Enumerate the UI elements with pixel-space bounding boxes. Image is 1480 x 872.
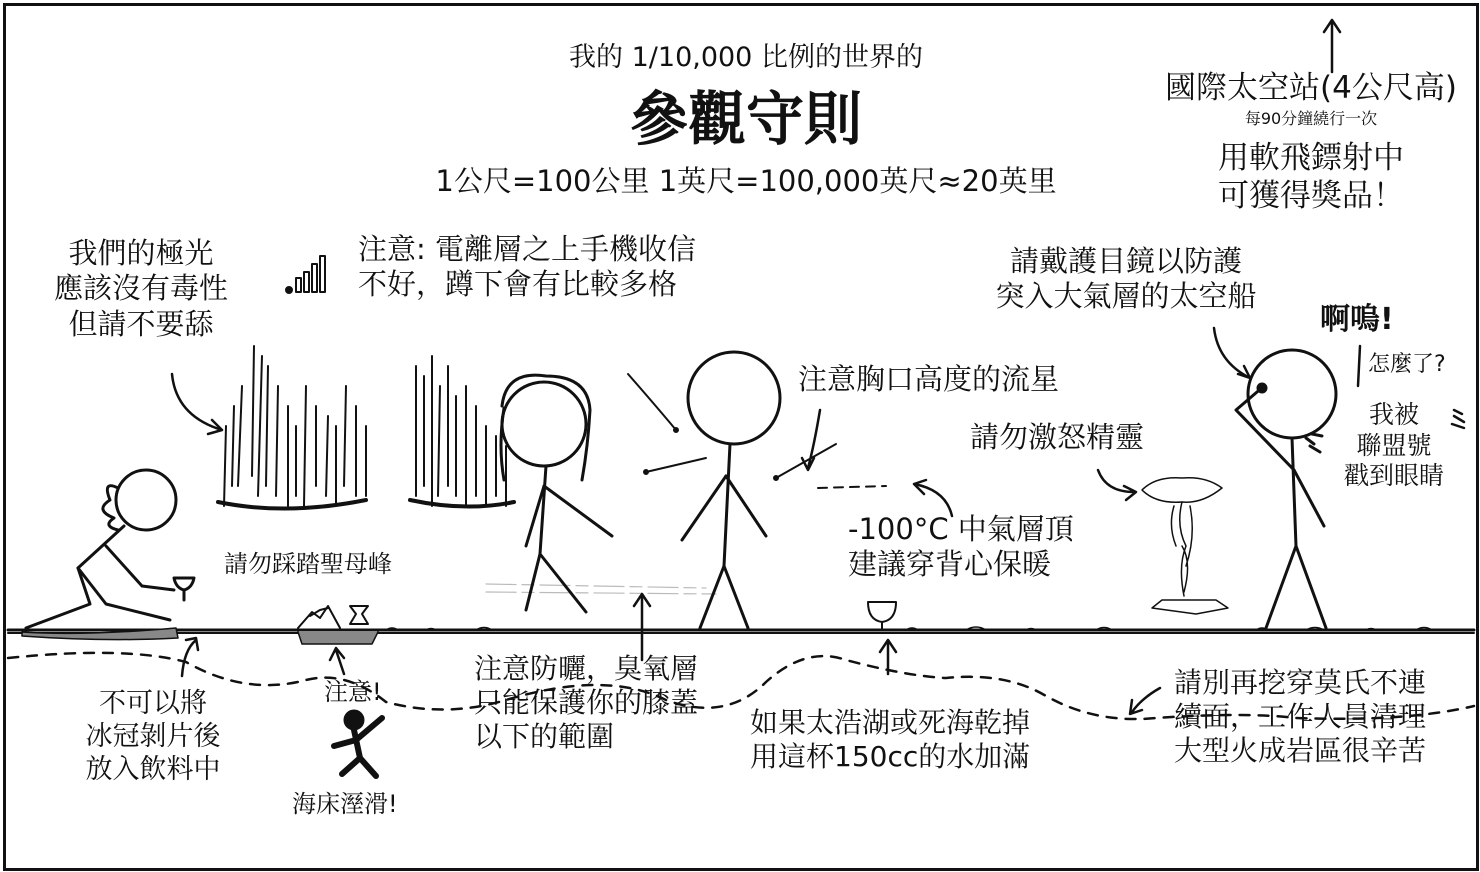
lake-note: 如果太浩湖或死海乾掉 用這杯150cc的水加滿: [750, 706, 1031, 774]
icecap-note: 不可以將 冰冠剝片後 放入飲料中: [85, 688, 221, 785]
scale-note: 1公尺=100公里 1英尺=100,000英尺≈20英里: [435, 164, 1057, 198]
seafloor-note: 海床溼滑!: [292, 790, 398, 818]
ozone-layer: [486, 584, 716, 594]
ouch-exclamation: 啊嗚!: [1320, 302, 1394, 337]
poked-eye-note: 我被 聯盟號 戳到眼睛: [1343, 400, 1444, 490]
goggles-note: 請戴護目鏡以防護 突入大氣層的太空船: [995, 244, 1257, 314]
sprite: [1142, 478, 1228, 614]
iss-title: 國際太空站(4公尺高): [1165, 70, 1457, 106]
sprite-note: 請勿激怒精靈: [970, 420, 1145, 454]
page-title: 參觀守則: [629, 85, 862, 153]
title-line: 我的 1/10,000 比例的世界的: [569, 42, 923, 73]
poked-eye-man-figure: [1236, 350, 1336, 628]
ground-line: [8, 628, 1474, 644]
signal-bars-icon: [286, 256, 325, 293]
falling-man-icon: [334, 711, 382, 776]
stick-man-figure: [682, 352, 780, 628]
comic-panel: [3, 3, 1479, 871]
kneeling-woman-figure: [26, 470, 194, 628]
woman-figure: [501, 375, 612, 612]
everest-note: 請勿踩踏聖母峰: [224, 550, 392, 578]
aurora-note: 我們的極光 應該沒有毒性 但請不要舔: [53, 236, 228, 341]
ozone-note: 注意防曬，臭氧層 只能保護你的膝蓋 以下的範圍: [474, 652, 699, 754]
meteor-note: 注意胸口高度的流星: [798, 362, 1060, 396]
moho-note: 請別再挖穿莫氏不連 續面，工作人員清理 大型火成岩區很辛苦: [1174, 666, 1427, 768]
aurora: [218, 346, 514, 509]
caution-note: 注意!: [324, 678, 382, 706]
everest-mountain: [298, 606, 340, 628]
iss-dart-note: 用軟飛鏢射中 可獲得獎品！: [1218, 140, 1404, 214]
whats-wrong-question: 怎麼了?: [1368, 352, 1446, 377]
water-glass: [350, 602, 896, 630]
iss-orbit: 每90分鐘繞行一次: [1244, 109, 1378, 128]
mesosphere-note: -100°C 中氣層頂 建議穿背心保暖: [848, 512, 1074, 582]
signal-note: 注意: 電離層之上手機收信 不好，蹲下會有比較多格: [358, 232, 696, 302]
